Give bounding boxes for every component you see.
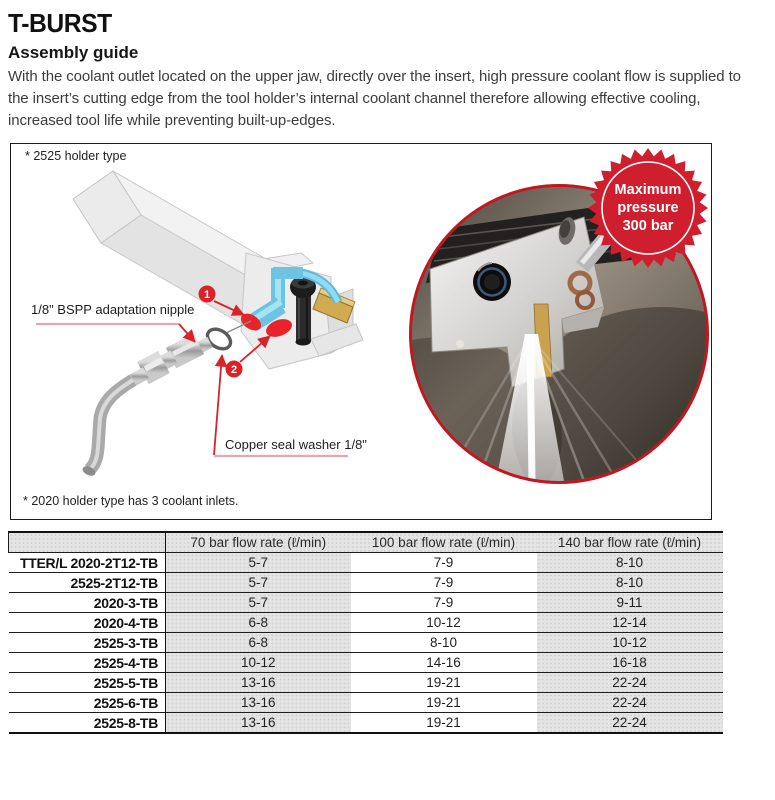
flow-value-cell: 7-9	[351, 593, 537, 613]
table-header-row	[9, 532, 723, 553]
table-row	[9, 673, 723, 693]
flow-value-cell: 22-24	[537, 693, 723, 713]
adapter-nipple	[133, 342, 210, 380]
table-row	[9, 633, 723, 653]
table-row	[9, 693, 723, 713]
flow-value-cell: 19-21	[351, 693, 537, 713]
flow-value-cell: 13-16	[166, 673, 351, 693]
table-row	[9, 593, 723, 613]
badge-line-1: Maximum	[614, 182, 682, 198]
figure-footnote: * 2020 holder type has 3 coolant inlets.	[23, 494, 239, 508]
nipple-leader-line	[36, 324, 195, 342]
page-title: T-BURST	[8, 8, 112, 38]
flow-value-cell: 13-16	[166, 693, 351, 713]
badge-line-3: 300 bar	[622, 218, 674, 234]
flow-value-cell: 22-24	[537, 713, 723, 734]
flow-rate-table-wrap	[8, 531, 722, 734]
flow-value-cell: 10-12	[166, 653, 351, 673]
flow-value-cell: 7-9	[351, 553, 537, 573]
section-subtitle: Assembly guide	[8, 43, 139, 62]
model-cell: TTER/L 2020-2T12-TB	[9, 553, 166, 573]
model-cell: 2525-4-TB	[9, 653, 166, 673]
flow-value-cell: 19-21	[351, 713, 537, 734]
badge-line-2: pressure	[617, 200, 679, 216]
flow-value-cell: 5-7	[166, 553, 351, 573]
flow-value-cell: 6-8	[166, 633, 351, 653]
washer-label: Copper seal washer 1/8"	[225, 437, 367, 452]
flow-value-cell: 14-16	[351, 653, 537, 673]
holder-type-note: * 2525 holder type	[25, 149, 127, 163]
column-header-70bar: 70 bar flow rate (ℓ/min)	[166, 532, 351, 553]
flow-value-cell: 13-16	[166, 713, 351, 734]
table-row	[9, 553, 723, 573]
column-header-100bar: 100 bar flow rate (ℓ/min)	[351, 532, 537, 553]
marker-2-number: 2	[230, 364, 238, 376]
model-cell: 2020-4-TB	[9, 613, 166, 633]
column-header-140bar: 140 bar flow rate (ℓ/min)	[537, 532, 723, 553]
table-row	[9, 613, 723, 633]
flow-rate-table	[8, 531, 723, 734]
flow-value-cell: 8-10	[537, 573, 723, 593]
marker-1-number: 1	[203, 289, 211, 301]
model-cell: 2525-6-TB	[9, 693, 166, 713]
model-cell: 2525-3-TB	[9, 633, 166, 653]
model-cell: 2525-2T12-TB	[9, 573, 166, 593]
flow-value-cell: 7-9	[351, 573, 537, 593]
corner-cell	[9, 532, 166, 553]
flow-value-cell: 12-14	[537, 613, 723, 633]
flow-value-cell: 10-12	[351, 613, 537, 633]
flow-value-cell: 6-8	[166, 613, 351, 633]
flow-value-cell: 8-10	[537, 553, 723, 573]
model-cell: 2020-3-TB	[9, 593, 166, 613]
model-cell: 2525-8-TB	[9, 713, 166, 734]
table-row	[9, 653, 723, 673]
bent-nozzle-pipe	[81, 380, 133, 478]
model-cell: 2525-5-TB	[9, 673, 166, 693]
flow-table-body	[9, 553, 723, 734]
nipple-label: 1/8" BSPP adaptation nipple	[31, 302, 195, 317]
table-row	[9, 713, 723, 734]
flow-value-cell: 9-11	[537, 593, 723, 613]
flow-value-cell: 22-24	[537, 673, 723, 693]
flow-value-cell: 5-7	[166, 593, 351, 613]
max-pressure-badge	[586, 146, 710, 270]
assembly-figure	[10, 143, 712, 520]
intro-paragraph: With the coolant outlet located on the upper jaw, directly over the insert, high pressure coolant flow is supplied to the insert’s cutting edge from the tool holder’s internal coolant channel therefore allowing effective cooling, increased tool life while preventing built-up-edges.	[8, 68, 741, 130]
table-row	[9, 573, 723, 593]
flow-value-cell: 5-7	[166, 573, 351, 593]
flow-value-cell: 8-10	[351, 633, 537, 653]
flow-value-cell: 19-21	[351, 673, 537, 693]
flow-value-cell: 16-18	[537, 653, 723, 673]
flow-value-cell: 10-12	[537, 633, 723, 653]
